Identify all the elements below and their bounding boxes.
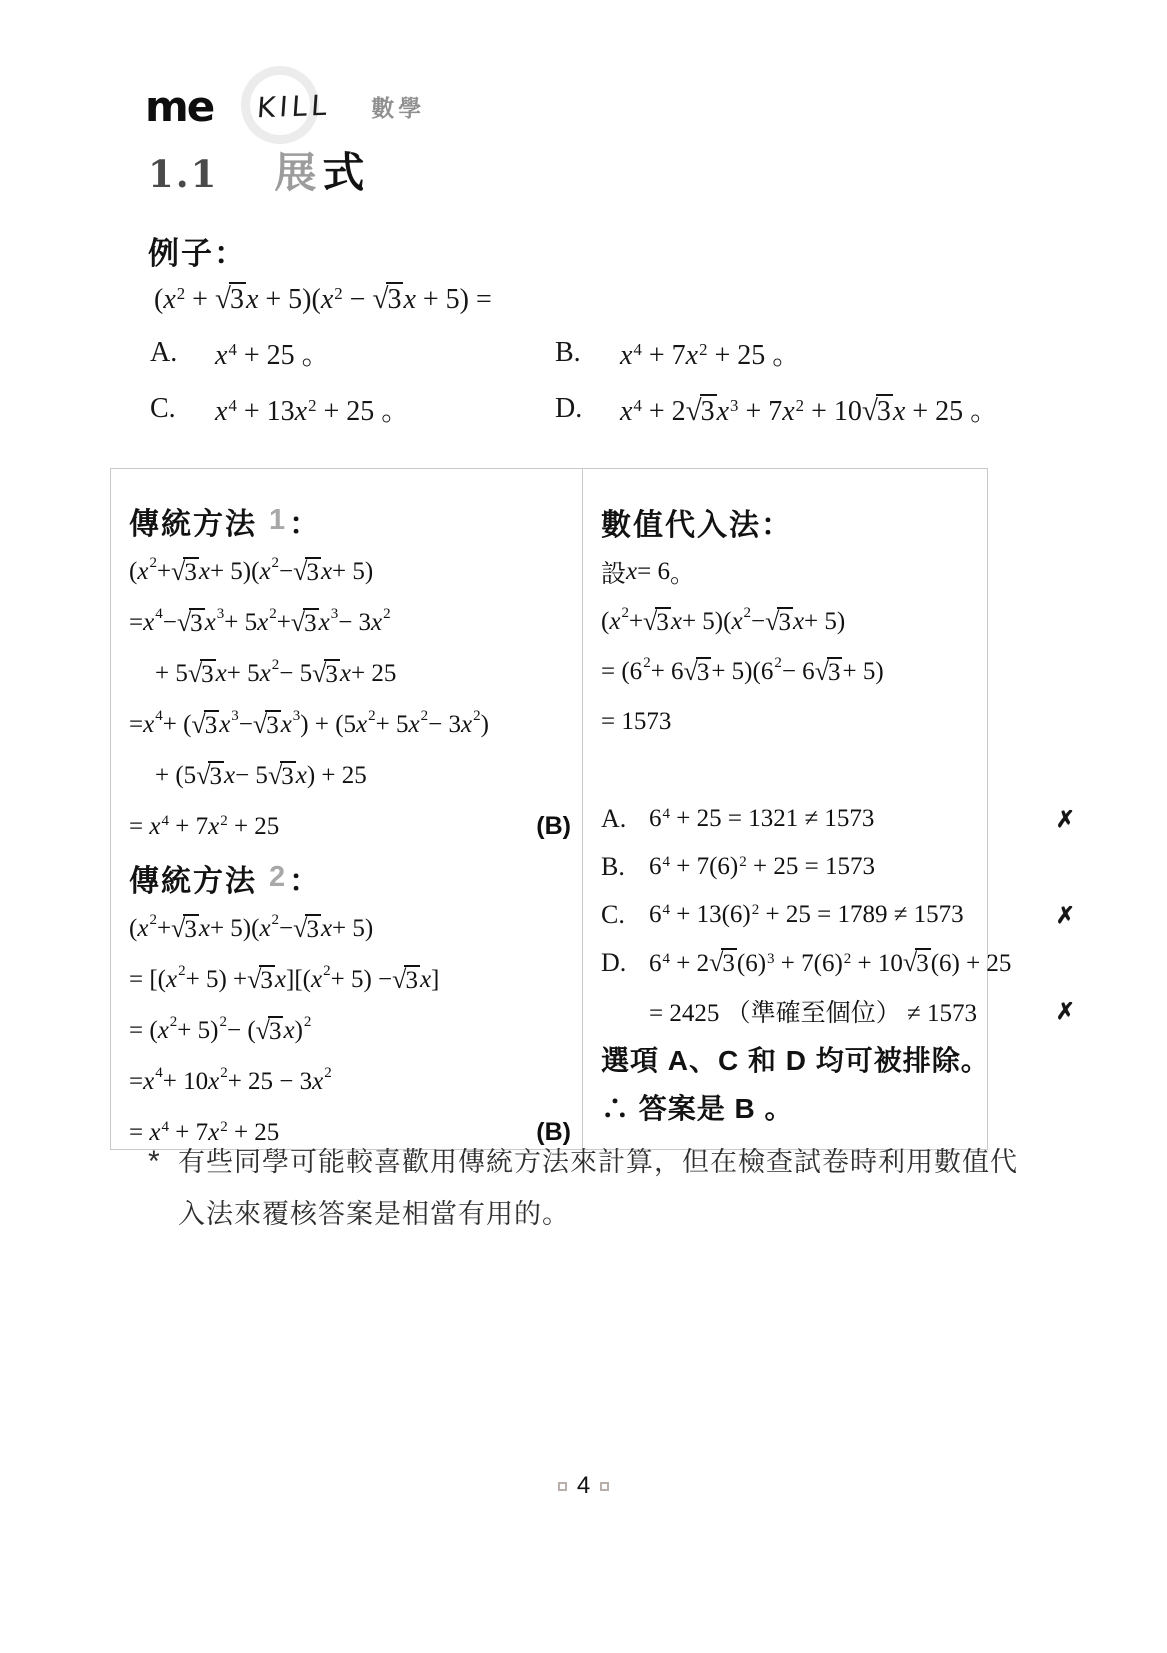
math-line: $6^4 + 25 = 1321 \ne 1573$ <box>649 805 875 832</box>
math-line: = 1573 <box>601 708 672 735</box>
subject-label: 數學 <box>371 94 426 121</box>
brand-logo-kill-text: KILL <box>256 88 333 124</box>
method1-title: 傳統方法 1 ： <box>129 495 581 546</box>
page-number: 4 <box>576 1472 591 1499</box>
section-number: 1.1 <box>148 152 219 196</box>
cross-icon: ✗ <box>1055 805 1075 832</box>
math-line: = x $^4$ + ( √3 x $^3$ − √3 x $^3$ ) + (5 x $^2$ + 5 x $^2$ − 3 x $^2$ ) <box>129 707 489 739</box>
math-line-with-answer <box>129 801 581 852</box>
question-math: $(x^2 + √3x + 5)(x^2 - √3x + 5)$ = <box>154 283 492 315</box>
check-label: C. <box>601 900 625 929</box>
math-line: = $x^4 + 7x^2 + 25$ <box>129 812 280 840</box>
option-math: $x^4 + 25$ 。 <box>215 339 330 371</box>
footnote-line2: 入法來覆核答案是相當有用的。 <box>178 1199 570 1229</box>
answer-tag: (B) <box>536 812 571 840</box>
footnote-line1: 有些同學可能較喜歡用傳統方法來計算，但在檢查試卷時利用數值代 <box>178 1147 1018 1177</box>
option-label: D. <box>555 393 583 424</box>
conclusion-line: 選項 A、C 和 D 均可被排除。 <box>601 1045 990 1076</box>
math-line: ( x $^2$ + √3 x + 5)( x $^2$ − √3 x + 5) <box>601 605 846 636</box>
section-title <box>274 140 370 200</box>
cross-icon: ✗ <box>1055 901 1075 928</box>
check-row-d-continued <box>601 987 1083 1035</box>
answer-tag: (B) <box>536 1118 571 1146</box>
option-label: C. <box>150 393 176 424</box>
math-line: 設 x = 6 。 <box>601 558 695 588</box>
option-row-a <box>150 330 555 376</box>
option-label: B. <box>555 337 581 368</box>
math-line: ( x $^2$ + √3 x + 5)( x $^2$ − √3 x + 5) <box>129 554 374 586</box>
page-number-row <box>0 1472 1167 1500</box>
option-row-c <box>150 386 555 432</box>
section-title-char1: 展 <box>274 149 323 196</box>
page-number-square-right <box>600 1482 609 1491</box>
page-number-square-left <box>558 1482 567 1491</box>
footnote <box>148 1136 1018 1240</box>
header <box>145 74 425 138</box>
check-row-c <box>601 891 1083 939</box>
option-row-b <box>555 330 1030 376</box>
numeric-substitution-column <box>601 469 1083 1131</box>
numeric-method-title: 數值代入法： <box>601 509 793 542</box>
math-line: $6^4 + 13(6)^2 + 25 = 1789 \ne 1573$ <box>649 901 964 928</box>
method2-title: 傳統方法 2 ： <box>129 852 581 903</box>
method1-colon: ： <box>289 507 322 541</box>
example-label: 例子： <box>148 236 247 271</box>
check-row-d <box>601 939 1083 987</box>
answer-line: ∴ 答案是 B 。 <box>601 1093 794 1124</box>
math-line: = $x^4 + 7x^2 + 25$ <box>129 1118 280 1146</box>
math-line: = x $^4$ + 10 x $^2$ + 25 − 3 x $^2$ <box>129 1064 332 1095</box>
option-math: $x^4 + 2√3x^3 + 7x^2 + 10√3x + 25$ 。 <box>620 395 999 427</box>
math-line: $6^4 + 7(6)^2 + 25 = 1573$ <box>649 853 875 880</box>
check-row-b <box>601 843 1083 891</box>
method2-number: 2 <box>269 861 286 893</box>
option-checks <box>601 795 1083 1131</box>
section-heading <box>148 140 370 200</box>
check-label: B. <box>601 852 625 881</box>
option-math: $x^4 + 13x^2 + 25$ 。 <box>215 395 410 427</box>
cross-icon: ✗ <box>1055 997 1075 1024</box>
math-line: $6^4 + 2√3(6)^3 + 7(6)^2 + 10√3(6) + 25$ <box>649 948 1012 977</box>
option-math: $x^4 + 7x^2 + 25$ 。 <box>620 339 801 371</box>
brand-logo-me: me <box>145 81 214 131</box>
options-list <box>150 330 1030 432</box>
math-line: = [( x $^2$ + 5) + √3 x ][( x $^2$ + 5) − √3 x ] <box>129 962 440 994</box>
brand-logo-kill <box>239 74 349 138</box>
option-row-d <box>555 386 1030 432</box>
traditional-methods-column <box>129 469 581 1158</box>
solution-box <box>110 468 1075 1150</box>
math-line: = (6 $^2$ + 6 √3 + 5)(6 $^2$ − 6 √3 + 5) <box>601 655 884 686</box>
math-line: + 5 √3 x + 5 x $^2$ − 5 √3 x + 25 <box>155 656 397 688</box>
footnote-text <box>178 1136 1018 1240</box>
check-label: D. <box>601 948 627 977</box>
method1-number: 1 <box>269 504 286 536</box>
method2-colon: ： <box>289 864 322 898</box>
math-line: = 2425 （準確至個位） ≠ 1573 <box>649 999 977 1027</box>
math-line: = ( x $^2$ + 5) $^2$ − ( √3 x ) $^2$ <box>129 1013 312 1045</box>
column-divider <box>582 469 583 1149</box>
option-label: A. <box>150 337 178 368</box>
math-line: + (5 √3 x − 5 √3 x ) + 25 <box>155 760 367 790</box>
math-line: ( x $^2$ + √3 x + 5)( x $^2$ − √3 x + 5) <box>129 911 374 943</box>
asterisk-marker: * <box>148 1145 160 1178</box>
section-title-char2: 式 <box>322 149 371 196</box>
check-label: A. <box>601 804 627 833</box>
math-line: = x $^4$ − √3 x $^3$ + 5 x $^2$ + √3 x $^3$ − 3 x $^2$ <box>129 605 391 637</box>
check-row-a <box>601 795 1083 843</box>
